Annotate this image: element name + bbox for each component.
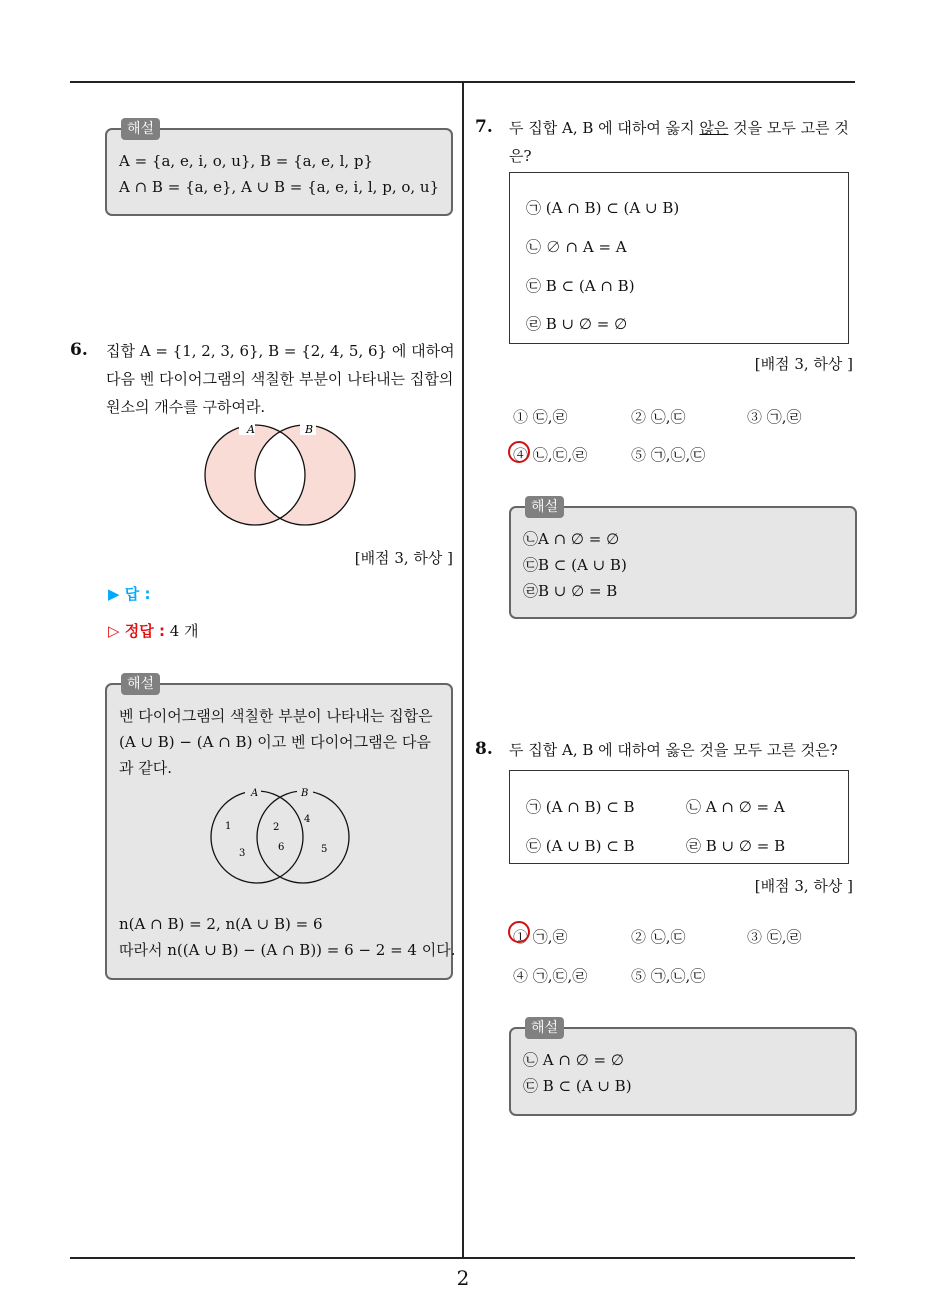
- q8-choice-1[interactable]: ① ㉠,㉣: [513, 928, 568, 946]
- q7-choice-5[interactable]: ⑤ ㉠,㉡,㉢: [631, 446, 706, 464]
- q8-solution-line: ㉡ A ∩ ∅ = ∅: [523, 1051, 624, 1069]
- q7-text-part: 두 집합 A, B 에 대하여 옳지: [509, 119, 700, 137]
- solution-tag: 해설: [121, 673, 160, 695]
- q8-options-box: [509, 770, 849, 864]
- selected-answer-mark: [508, 441, 530, 463]
- q7-choice-3[interactable]: ③ ㉠,㉣: [747, 408, 802, 426]
- q7-option: ㉠ (A ∩ B) ⊂ (A ∪ B): [526, 199, 680, 217]
- q7-choice-4[interactable]: ④ ㉡,㉢,㉣: [513, 446, 588, 464]
- q7-solution-line: ㉣B ∪ ∅ = B: [523, 582, 618, 600]
- answer-label: ▶ 답 :: [108, 585, 151, 603]
- q7-choice-2[interactable]: ② ㉡,㉢: [631, 408, 686, 426]
- q7-score: [배점 3, 하상 ]: [754, 355, 853, 373]
- q6-solution-venn: [205, 787, 355, 887]
- q7-choice-1[interactable]: ① ㉢,㉣: [513, 408, 568, 426]
- q8-choice-2[interactable]: ② ㉡,㉢: [631, 928, 686, 946]
- venn-label-a: A: [251, 788, 259, 799]
- venn-element: 2: [273, 822, 280, 833]
- q7-text-underlined: 않은: [699, 119, 729, 137]
- q8-option: ㉠ (A ∩ B) ⊂ B: [526, 798, 635, 816]
- q8-number: 8.: [475, 739, 493, 759]
- column-divider: [462, 83, 464, 1257]
- q7-option: ㉣ B ∪ ∅ = ∅: [526, 315, 628, 333]
- q6-solution-line: n(A ∩ B) = 2, n(A ∪ B) = 6: [119, 915, 323, 933]
- selected-answer-mark: [508, 921, 530, 943]
- bottom-rule: [70, 1257, 855, 1259]
- correct-label: ▷ 정답 :: [108, 622, 165, 640]
- q5-solution-line: A ∩ B = {a, e}, A ∪ B = {a, e, i, l, p, o, u}: [119, 178, 440, 196]
- q5-solution-line: A = {a, e, i, o, u}, B = {a, e, l, p}: [119, 152, 374, 170]
- q7-number: 7.: [475, 117, 493, 137]
- q8-score: [배점 3, 하상 ]: [754, 877, 853, 895]
- venn-element: 1: [225, 821, 232, 832]
- q6-venn-diagram: [195, 420, 365, 530]
- q8-choice-5[interactable]: ⑤ ㉠,㉡,㉢: [631, 967, 706, 985]
- q8-solution-line: ㉢ B ⊂ (A ∪ B): [523, 1077, 632, 1095]
- venn-label-b: B: [305, 423, 314, 436]
- q5-solution-box: [105, 121, 453, 216]
- solution-tag: 해설: [525, 1017, 564, 1039]
- q6-correct-answer: [108, 620, 199, 641]
- venn-label-a: A: [247, 423, 255, 436]
- venn-element: 6: [278, 842, 285, 853]
- q7-text-part: 것을 모두 고른 것은?: [509, 119, 849, 165]
- q8-choice-4[interactable]: ④ ㉠,㉢,㉣: [513, 967, 588, 985]
- q7-option: ㉡ ∅ ∩ A = A: [526, 238, 627, 256]
- q6-text: 집합 A = {1, 2, 3, 6}, B = {2, 4, 5, 6} 에 대하여 다음 벤 다이어그램의 색칠한 부분이 나타내는 집합의 원소의 개수를 구하여라.: [106, 342, 455, 416]
- venn-element: 5: [321, 844, 328, 855]
- venn-element: 4: [304, 814, 311, 825]
- q6-solution-line: 따라서 n((A ∪ B) − (A ∩ B)) = 6 − 2 = 4 이다.: [119, 941, 456, 959]
- q7-solution-line: ㉡A ∩ ∅ = ∅: [523, 530, 620, 548]
- q8-option: ㉢ (A ∪ B) ⊂ B: [526, 837, 635, 855]
- q6-answer-field[interactable]: [108, 583, 150, 604]
- q6-solution-box: [105, 676, 456, 980]
- q8-choice-3[interactable]: ③ ㉢,㉣: [747, 928, 802, 946]
- q8-option: ㉣ B ∪ ∅ = B: [686, 837, 786, 855]
- page-number: 2: [456, 1266, 470, 1290]
- q7-solution-line: ㉢B ⊂ (A ∪ B): [523, 556, 627, 574]
- q7-text: [509, 114, 859, 170]
- q8-text: 두 집합 A, B 에 대하여 옳은 것을 모두 고른 것은?: [509, 741, 838, 759]
- q7-solution-box: [509, 499, 857, 619]
- solution-tag: 해설: [525, 496, 564, 518]
- venn-element: 3: [239, 848, 246, 859]
- q8-solution-box: [509, 1020, 857, 1116]
- q8-option: ㉡ A ∩ ∅ = A: [686, 798, 785, 816]
- correct-value: 4 개: [169, 622, 199, 640]
- venn-label-b: B: [301, 788, 309, 799]
- q7-options-box: [509, 172, 849, 344]
- q6-number: 6.: [70, 340, 88, 360]
- q6-solution-text: 벤 다이어그램의 색칠한 부분이 나타내는 집합은 (A ∪ B) − (A ∩ B) 이고 벤 다이어그램은 다음과 같다.: [119, 707, 433, 777]
- solution-tag: 해설: [121, 118, 160, 140]
- q7-option: ㉢ B ⊂ (A ∩ B): [526, 277, 635, 295]
- q6-score: [배점 3, 하상 ]: [354, 549, 453, 567]
